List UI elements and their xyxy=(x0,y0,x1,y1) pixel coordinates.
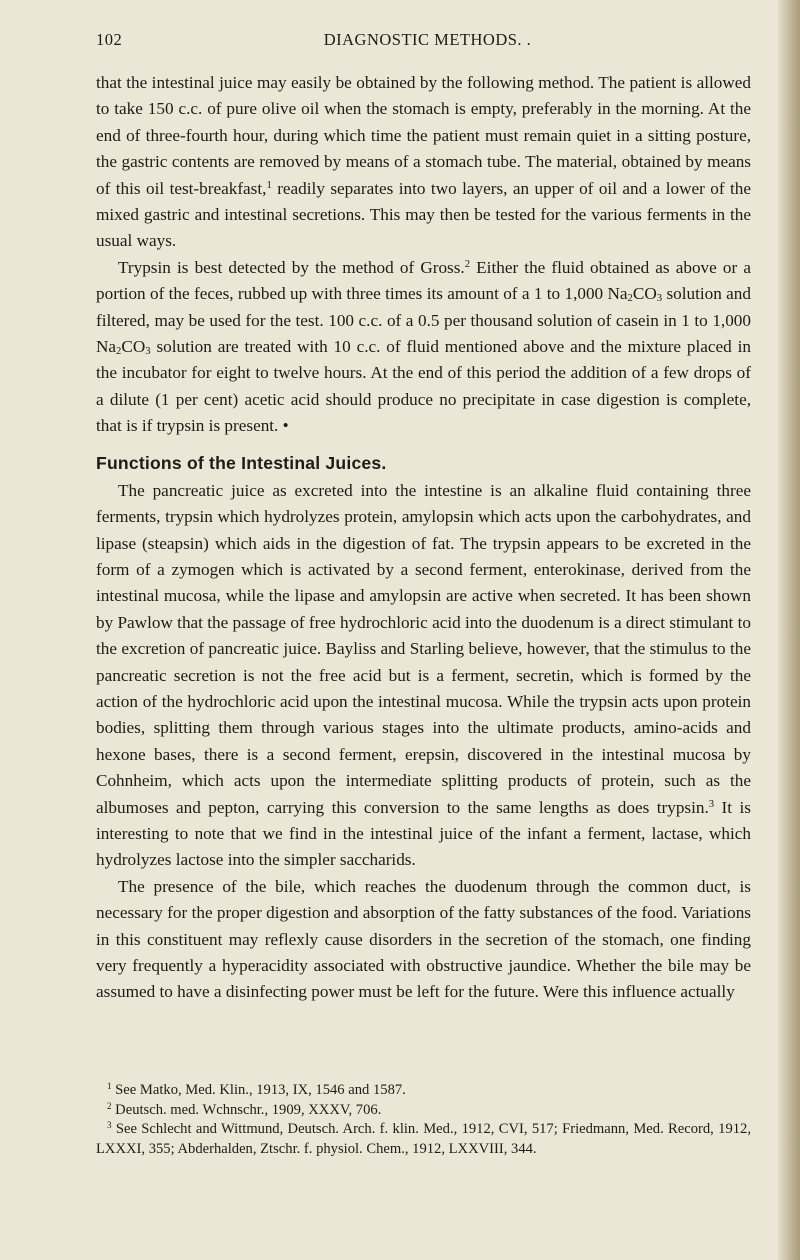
footnote-marker: 1 xyxy=(107,1081,112,1092)
paragraph-text: CO xyxy=(121,337,146,357)
footnote-1 xyxy=(96,1081,751,1101)
paragraph-text: The pancreatic juice as excreted into the intestine is an alkaline fluid containing three ferments, trypsin which hydrolyzes protein, amylopsin which acts upon the carbohydrates, and lipase (steapsin) which aids in the digestion of fat. The trypsin appears to be excreted in the form of a zymogen which is activated by a second ferment, enterokinase, derived from the intestinal mucosa, while the lipase and amylopsin are active when secreted. It has been shown by Pawlow that the passage of free hydrochloric acid into the duodenum is a direct stimulant to the excretion of pancreatic juice. Bayliss and Starling believe, however, that the stimulus to the pancreatic secretion is not the free acid but is a ferment, secretin, which is formed by the action of the hydrochloric acid upon the intestinal mucosa. While the trypsin acts upon protein bodies, splitting them through various stages into the ultimate products, amino-acids and hexone bases, there is a second ferment, erepsin, discovered in the intestinal mucosa by Cohnheim, which acts upon the intermediate splitting products of protein, such as the albumoses and pepton, carrying this conversion to the same lengths as does trypsin. xyxy=(96,480,751,817)
page-header xyxy=(96,30,751,54)
footnote-ref: 1 xyxy=(266,179,272,191)
paragraph-1 xyxy=(96,70,751,255)
footnote-marker: 3 xyxy=(107,1120,112,1131)
page-edge xyxy=(778,0,800,1260)
paragraph-text: CO xyxy=(632,284,657,304)
paragraph-text: Trypsin is best detected by the method of Gross. xyxy=(118,257,465,277)
subscript: 2 xyxy=(627,293,633,305)
body-text xyxy=(96,70,751,1006)
section-heading: Functions of the Intestinal Juices. xyxy=(96,452,387,473)
subscript: 3 xyxy=(145,346,151,358)
paragraph-text: solution and filtered, may be used for the test. 100 c.c. of a 0.5 per thousand solution of casein in 1 to 1,000 Na xyxy=(96,284,751,357)
paragraph-text: readily separates into two layers, an upper of oil and a lower of the mixed gastric and intestinal secretions. This may then be tested for the various ferments in the usual ways. xyxy=(96,178,751,251)
footnote-marker: 2 xyxy=(107,1100,112,1111)
subscript: 3 xyxy=(656,293,663,305)
footnote-2 xyxy=(96,1101,751,1121)
footnote-ref: 3 xyxy=(708,798,715,810)
subscript: 2 xyxy=(116,346,122,358)
paragraph-3 xyxy=(96,478,751,874)
paragraph-2 xyxy=(96,255,751,440)
paragraph-4: The presence of the bile, which reaches the duodenum through the common duct, is necessary for the proper digestion and absorption of the fatty substances of the food. Variations in this constituent may reflexly cause disorders in the secretion of the stomach, one finding very frequently a hyperacidity associated with obstructive jaundice. Whether the bile may be assumed to have a disinfecting power must be left for the future. Were this influence actually xyxy=(96,876,751,1002)
paragraph-text: that the intestinal juice may easily be obtained by the following method. The patient is allowed to take 150 c.c. of pure olive oil when the stomach is empty, preferably in the morning. At the end of three-fourth hour, during which time the patient must remain quiet in a sitting posture, the gastric contents are removed by means of a stomach tube. The material, obtained by means of this oil test-breakfast, xyxy=(96,73,751,198)
paragraph-text: Either the fluid obtained as above or a portion of the feces, rubbed up with three times its amount of a 1 to 1,000 Na xyxy=(96,257,751,304)
footnote-ref: 2 xyxy=(464,258,471,270)
paragraph-text: solution are treated with 10 c.c. of fluid mentioned above and the mixture placed in the incubator for eight to twelve hours. At the end of this period the addition of a few drops of a dilute (1 per cent) acetic acid should produce no precipitate in case digestion is complete, that is if trypsin is present. • xyxy=(96,337,751,436)
footnote-text: See Schlecht and Wittmund, Deutsch. Arch. f. klin. Med., 1912, CVI, 517; Friedmann, Med. Record, 1912, LXXXI, 355; Abderhalden, Ztschr. f. physiol. Chem., 1912, LXXVIII, 344. xyxy=(96,1121,751,1157)
page-number: 102 xyxy=(96,30,123,49)
footnote-3 xyxy=(96,1120,751,1159)
paragraph-text: It is interesting to note that we find in the intestinal juice of the infant a ferment, lactase, which hydrolyzes lactose into the simpler saccharids. xyxy=(96,797,751,870)
running-title: DIAGNOSTIC METHODS. . xyxy=(323,30,532,49)
footnote-text: See Matko, Med. Klin., 1913, IX, 1546 and 1587. xyxy=(111,1082,406,1098)
footnotes xyxy=(96,1081,751,1159)
footnote-text: Deutsch. med. Wchnschr., 1909, XXXV, 706. xyxy=(111,1101,382,1118)
